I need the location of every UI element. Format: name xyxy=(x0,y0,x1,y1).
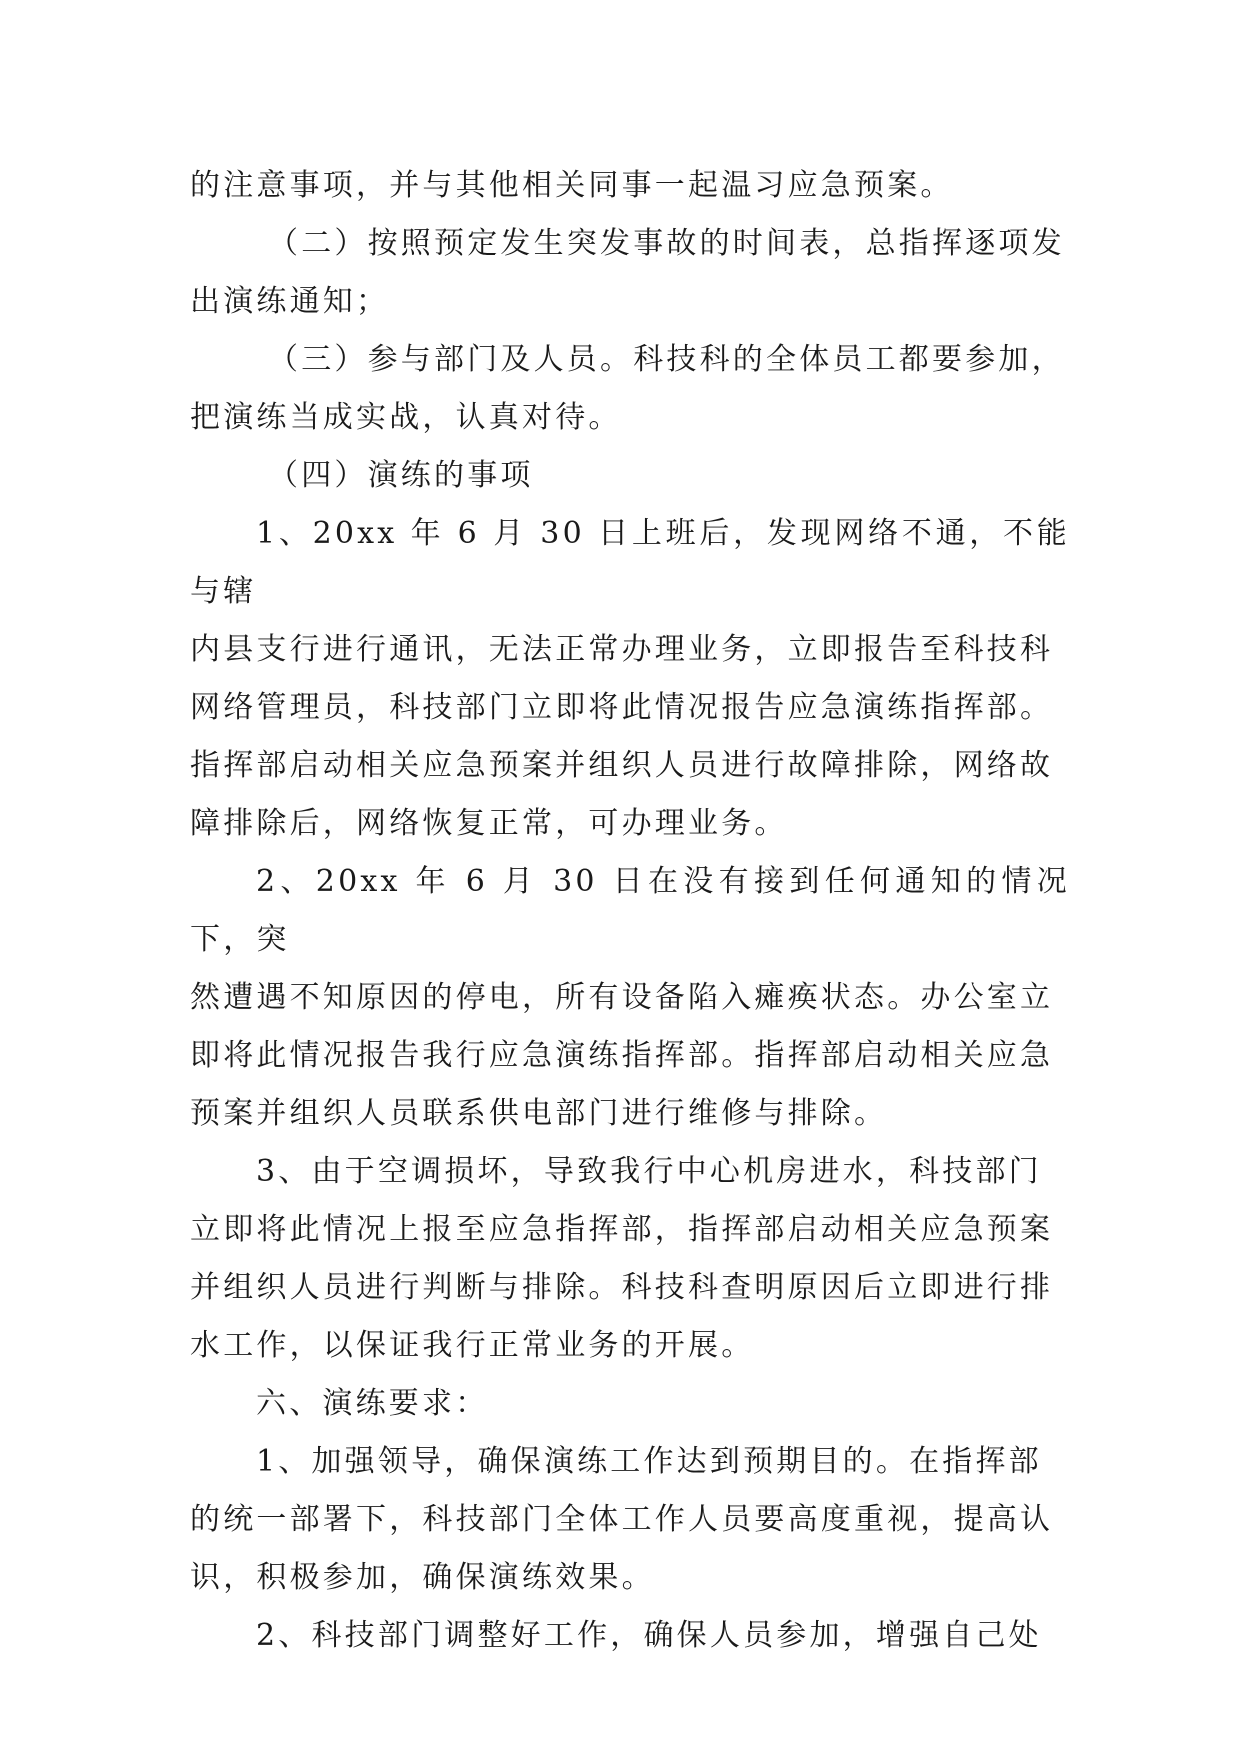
text-line: 1、加强领导，确保演练工作达到预期目的。在指挥部 xyxy=(256,1444,1042,1479)
text-line: 的注意事项，并与其他相关同事一起温习应急预案。 xyxy=(190,168,954,203)
text-line: 水工作，以保证我行正常业务的开展。 xyxy=(190,1328,755,1363)
text-line: 立即将此情况上报至应急指挥部，指挥部启动相关应急预案 xyxy=(190,1212,1054,1247)
text-line: 网络管理员，科技部门立即将此情况报告应急演练指挥部。 xyxy=(190,690,1054,725)
document-body xyxy=(190,157,1070,1665)
text-line: 把演练当成实战，认真对待。 xyxy=(190,400,622,435)
text-line: 六、演练要求： xyxy=(256,1386,489,1421)
text-line: 并组织人员进行判断与排除。科技科查明原因后立即进行排 xyxy=(190,1270,1054,1305)
text-line: 2、科技部门调整好工作，确保人员参加，增强自己处 xyxy=(256,1618,1042,1653)
text-line: 的统一部署下，科技部门全体工作人员要高度重视，提高认 xyxy=(190,1502,1054,1537)
text-line: 指挥部启动相关应急预案并组织人员进行故障排除，网络故 xyxy=(190,748,1054,783)
text-line: 识，积极参加，确保演练效果。 xyxy=(190,1560,655,1595)
text-line: 障排除后，网络恢复正常，可办理业务。 xyxy=(190,806,788,841)
text-line: 2、20xx 年 6 月 30 日在没有接到任何通知的情况下，突 xyxy=(190,864,1070,957)
text-line: 内县支行进行通讯，无法正常办理业务，立即报告至科技科 xyxy=(190,632,1054,667)
text-line: （二）按照预定发生突发事故的时间表，总指挥逐项发 xyxy=(268,226,1065,261)
text-line: 即将此情况报告我行应急演练指挥部。指挥部启动相关应急 xyxy=(190,1038,1054,1073)
text-line: 出演练通知； xyxy=(190,284,390,319)
text-line: 1、20xx 年 6 月 30 日上班后，发现网络不通，不能与辖 xyxy=(190,516,1070,609)
text-line: （四）演练的事项 xyxy=(268,458,534,493)
text-line: （三）参与部门及人员。科技科的全体员工都要参加， xyxy=(268,342,1065,377)
text-line: 3、由于空调损坏，导致我行中心机房进水，科技部门 xyxy=(256,1154,1042,1189)
text-line: 然遭遇不知原因的停电，所有设备陷入瘫痪状态。办公室立 xyxy=(190,980,1054,1015)
text-line: 预案并组织人员联系供电部门进行维修与排除。 xyxy=(190,1096,888,1131)
